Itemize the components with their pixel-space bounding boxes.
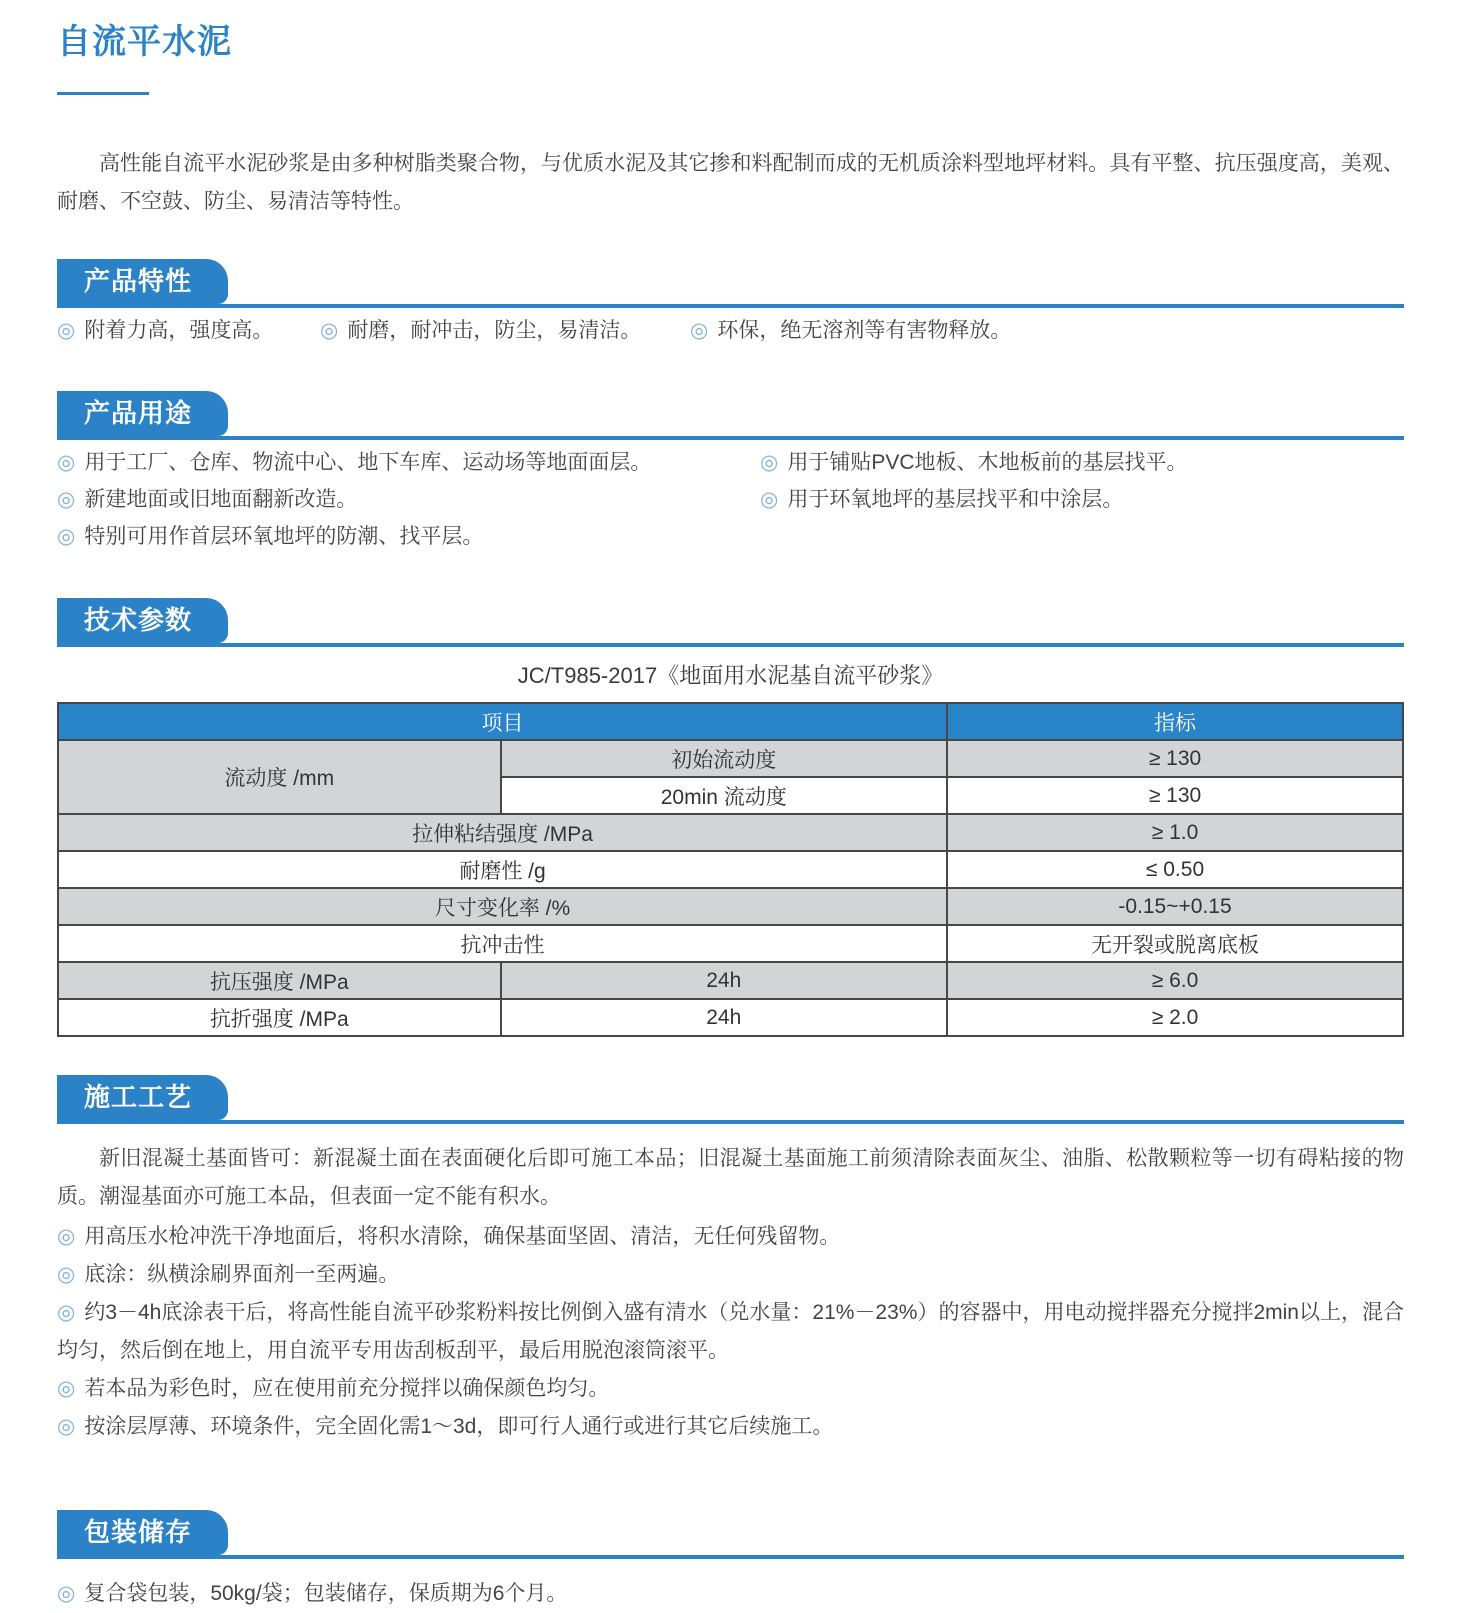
spec-table <box>57 702 1404 1037</box>
double-circle-bullet-icon: ◎ <box>320 319 339 342</box>
table-cell: 流动度 /mm <box>58 740 501 814</box>
table-cell: 24h <box>501 999 948 1036</box>
double-circle-bullet-icon: ◎ <box>690 319 709 342</box>
list-item-text: 约3－4h底涂表干后，将高性能自流平砂浆粉料按比例倒入盛有清水（兑水量：21%－23%）的容器中，用电动搅拌器充分搅拌2min以上，混合均匀，然后倒在地上，用自流平专用齿刮板刮平，最后用脱泡滚筒滚平。 <box>57 1301 1404 1362</box>
list-item-text: 用于环氧地坪的基层找平和中涂层。 <box>787 488 1124 511</box>
list-item-text: 特别可用作首层环氧地坪的防潮、找平层。 <box>84 525 484 548</box>
list-item-text: 用于铺贴PVC地板、木地板前的基层找平。 <box>787 451 1188 474</box>
list-item <box>57 1575 1404 1613</box>
double-circle-bullet-icon: ◎ <box>760 451 779 474</box>
double-circle-bullet-icon: ◎ <box>57 1582 76 1605</box>
list-item <box>57 1294 1404 1370</box>
spec-table-caption: JC/T985-2017《地面用水泥基自流平砂浆》 <box>517 663 944 688</box>
list-item-text: 用于工厂、仓库、物流中心、地下车库、运动场等地面面层。 <box>84 451 652 474</box>
page-title: 自流平水泥 <box>57 23 232 61</box>
table-cell: 24h <box>501 962 948 999</box>
list-item <box>57 319 320 343</box>
list-item <box>320 319 690 343</box>
table-cell: -0.15~+0.15 <box>947 888 1403 925</box>
list-item-text: 若本品为彩色时，应在使用前充分搅拌以确保颜色均匀。 <box>84 1377 610 1400</box>
list-item-text: 耐磨，耐冲击，防尘，易清洁。 <box>347 319 642 342</box>
section-header-features <box>57 259 1404 308</box>
section-header-tech-params <box>57 598 1404 647</box>
table-cell: 无开裂或脱离底板 <box>947 925 1403 962</box>
list-item <box>57 1256 1404 1294</box>
table-cell: ≤ 0.50 <box>947 851 1403 888</box>
section-title-process: 施工工艺 <box>57 1075 228 1120</box>
section-header-process <box>57 1075 1404 1124</box>
spec-table-header-index: 指标 <box>947 703 1403 740</box>
list-item-text: 环保，绝无溶剂等有害物释放。 <box>717 319 1012 342</box>
list-item-text: 新建地面或旧地面翻新改造。 <box>84 488 358 511</box>
section-title-uses: 产品用途 <box>57 391 228 436</box>
table-cell: 初始流动度 <box>501 740 948 777</box>
list-item-text: 复合袋包装，50kg/袋；包装储存，保质期为6个月。 <box>84 1582 568 1605</box>
section-features <box>57 259 1404 343</box>
list-item <box>690 319 1404 343</box>
section-uses <box>57 391 1404 562</box>
table-cell: ≥ 130 <box>947 740 1403 777</box>
table-cell: 抗压强度 /MPa <box>58 962 501 999</box>
intro-paragraph: 高性能自流平水泥砂浆是由多种树脂类聚合物，与优质水泥及其它掺和料配制而成的无机质涂料型地坪材料。具有平整、抗压强度高，美观、耐磨、不空鼓、防尘、易清洁等特性。 <box>57 152 1404 213</box>
table-cell: 20min 流动度 <box>501 777 948 814</box>
list-item <box>57 1218 1404 1256</box>
table-cell: 耐磨性 /g <box>58 851 947 888</box>
list-item <box>57 1408 1404 1446</box>
table-row <box>58 999 1403 1036</box>
list-item-text: 附着力高，强度高。 <box>84 319 274 342</box>
double-circle-bullet-icon: ◎ <box>57 1301 76 1324</box>
table-row <box>58 925 1403 962</box>
double-circle-bullet-icon: ◎ <box>57 1225 76 1248</box>
list-item-text: 底涂：纵横涂刷界面剂一至两遍。 <box>84 1263 400 1286</box>
table-cell: ≥ 2.0 <box>947 999 1403 1036</box>
process-list <box>57 1218 1404 1446</box>
section-title-features: 产品特性 <box>57 259 228 304</box>
list-item <box>57 525 760 549</box>
table-row <box>58 962 1403 999</box>
packaging-list <box>57 1575 1404 1613</box>
list-item <box>57 451 760 475</box>
spec-table-header-item: 项目 <box>58 703 947 740</box>
spec-table-body <box>58 740 1403 1036</box>
uses-list-right <box>760 451 1404 562</box>
section-title-packaging: 包装储存 <box>57 1510 228 1555</box>
table-cell: 尺寸变化率 /% <box>58 888 947 925</box>
table-cell: ≥ 130 <box>947 777 1403 814</box>
section-header-packaging <box>57 1510 1404 1559</box>
list-item <box>760 451 1404 475</box>
double-circle-bullet-icon: ◎ <box>57 319 76 342</box>
double-circle-bullet-icon: ◎ <box>57 1263 76 1286</box>
section-header-uses <box>57 391 1404 440</box>
double-circle-bullet-icon: ◎ <box>57 525 76 548</box>
list-item-text: 按涂层厚薄、环境条件，完全固化需1～3d，即可行人通行或进行其它后续施工。 <box>84 1415 834 1438</box>
section-title-tech-params: 技术参数 <box>57 598 228 643</box>
uses-columns <box>57 451 1404 562</box>
table-cell: 拉伸粘结强度 /MPa <box>58 814 947 851</box>
double-circle-bullet-icon: ◎ <box>57 451 76 474</box>
uses-list-left <box>57 451 760 562</box>
section-packaging <box>57 1510 1404 1613</box>
section-tech-params <box>57 598 1404 1037</box>
table-row <box>58 851 1403 888</box>
spec-table-head <box>58 703 1403 740</box>
double-circle-bullet-icon: ◎ <box>57 1377 76 1400</box>
process-intro-paragraph: 新旧混凝土基面皆可：新混凝土面在表面硬化后即可施工本品；旧混凝土基面施工前须清除表面灰尘、油脂、松散颗粒等一切有碍粘接的物质。潮湿基面亦可施工本品，但表面一定不能有积水。 <box>57 1147 1404 1208</box>
table-cell: 抗冲击性 <box>58 925 947 962</box>
table-cell: ≥ 1.0 <box>947 814 1403 851</box>
list-item <box>760 488 1404 512</box>
title-underline <box>57 92 149 95</box>
spec-table-header-row <box>58 703 1403 740</box>
table-cell: ≥ 6.0 <box>947 962 1403 999</box>
table-row <box>58 888 1403 925</box>
table-row <box>58 814 1403 851</box>
table-cell: 抗折强度 /MPa <box>58 999 501 1036</box>
table-row <box>58 740 1403 777</box>
list-item <box>57 1370 1404 1408</box>
list-item <box>57 488 760 512</box>
features-list <box>57 319 1404 343</box>
double-circle-bullet-icon: ◎ <box>760 488 779 511</box>
double-circle-bullet-icon: ◎ <box>57 1415 76 1438</box>
double-circle-bullet-icon: ◎ <box>57 488 76 511</box>
section-process <box>57 1075 1404 1446</box>
list-item-text: 用高压水枪冲洗干净地面后，将积水清除，确保基面坚固、清洁，无任何残留物。 <box>84 1225 841 1248</box>
